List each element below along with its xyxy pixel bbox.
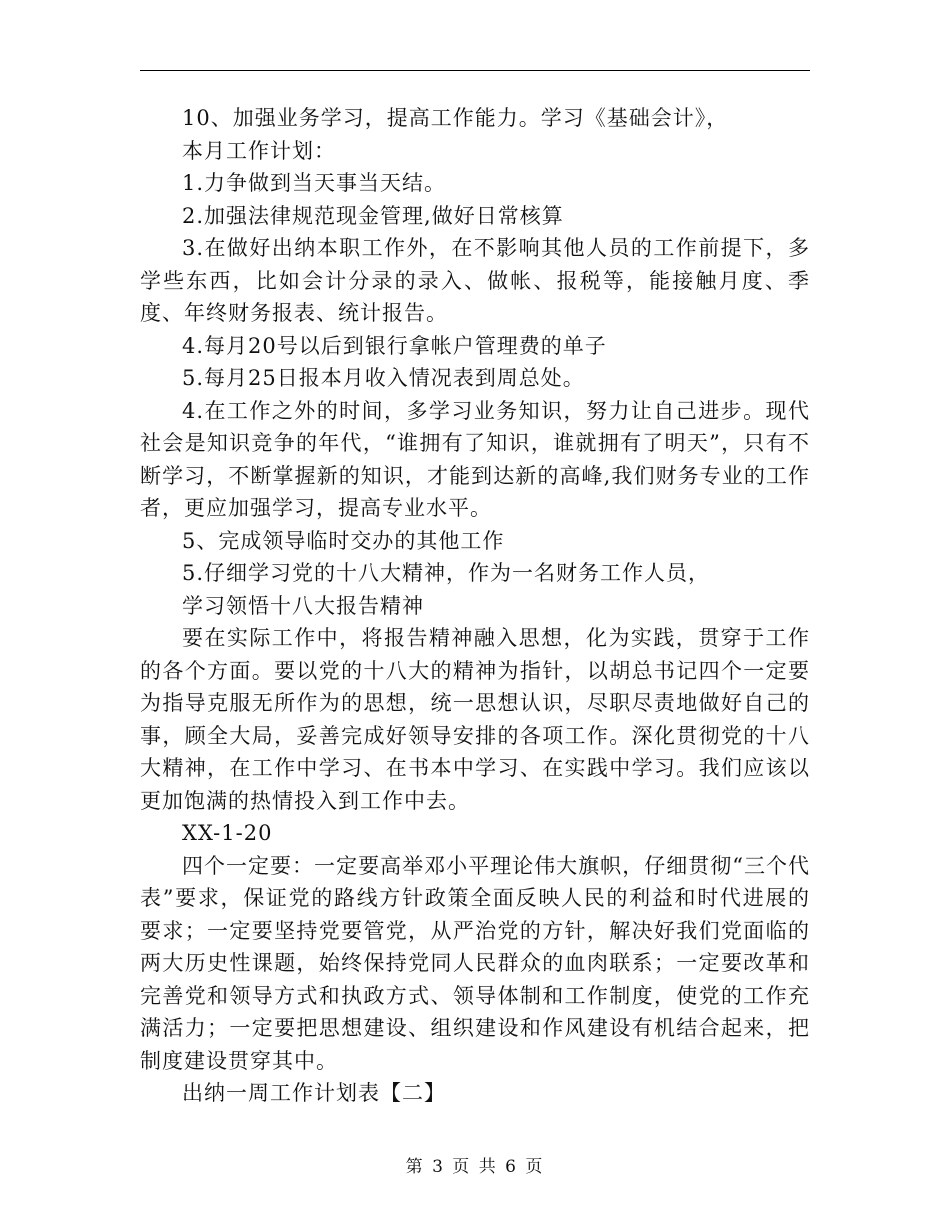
document-body — [140, 102, 810, 1110]
paragraph: 3.在做好出纳本职工作外，在不影响其他人员的工作前提下，多学些东西，比如会计分录的录入、做帐、报税等，能接触月度、季度、年终财务报表、统计报告。 — [140, 236, 810, 325]
paragraph: 5、完成领导临时交办的其他工作 — [182, 528, 505, 553]
paragraph: 2.加强法律规范现金管理,做好日常核算 — [182, 203, 564, 228]
paragraph: 4.每月20号以后到银行拿帐户管理费的单子 — [182, 333, 607, 358]
date-line: XX-1-20 — [182, 821, 273, 845]
paragraph: 4.在工作之外的时间，多学习业务知识，努力让自己进步。现代社会是知识竞争的年代，“谁拥有了知识，谁就拥有了明天”，只有不断学习，不断掌握新的知识，才能到达新的高峰,我们财务专业的工作者，更应加强学习，提高专业水平。 — [140, 398, 810, 520]
header-rule — [140, 70, 810, 71]
page-footer: 第 3 页 共 6 页 — [405, 1157, 545, 1177]
paragraph: 本月工作计划： — [182, 138, 336, 163]
paragraph: 5.每月25日报本月收入情况表到周总处。 — [182, 366, 585, 390]
paragraph: 四个一定要：一定要高举邓小平理论伟大旗帜，仔细贯彻“三个代表”要求，保证党的路线方针政策全面反映人民的利益和时代进展的要求；一定要坚持党要管党，从严治党的方针，解决好我们党面临的两大历史性课题，始终保持党同人民群众的血肉联系；一定要改革和完善党和领导方式和执政方式、领导体制和工作制度，使党的工作充满活力；一定要把思想建设、组织建设和作风建设有机结合起来，把制度建设贯穿其中。 — [140, 853, 810, 1073]
paragraph: 5.仔细学习党的十八大精神，作为一名财务工作人员， — [182, 561, 711, 585]
paragraph: 学习领悟十八大报告精神 — [182, 593, 424, 618]
section-heading: 出纳一周工作计划表【二】 — [182, 1081, 446, 1105]
paragraph: 10、加强业务学习，提高工作能力。学习《基础会计》， — [182, 106, 729, 130]
paragraph: 1.力争做到当天事当天结。 — [182, 171, 447, 195]
paragraph: 要在实际工作中，将报告精神融入思想，化为实践，贯穿于工作的各个方面。要以党的十八大的精神为指针，以胡总书记四个一定要为指导克服无所作为的思想，统一思想认识，尽职尽责地做好自己的事，顾全大局，妥善完成好领导安排的各项工作。深化贯彻党的十八大精神，在工作中学习、在书本中学习、在实践中学习。我们应该以更加饱满的热情投入到工作中去。 — [140, 626, 810, 813]
